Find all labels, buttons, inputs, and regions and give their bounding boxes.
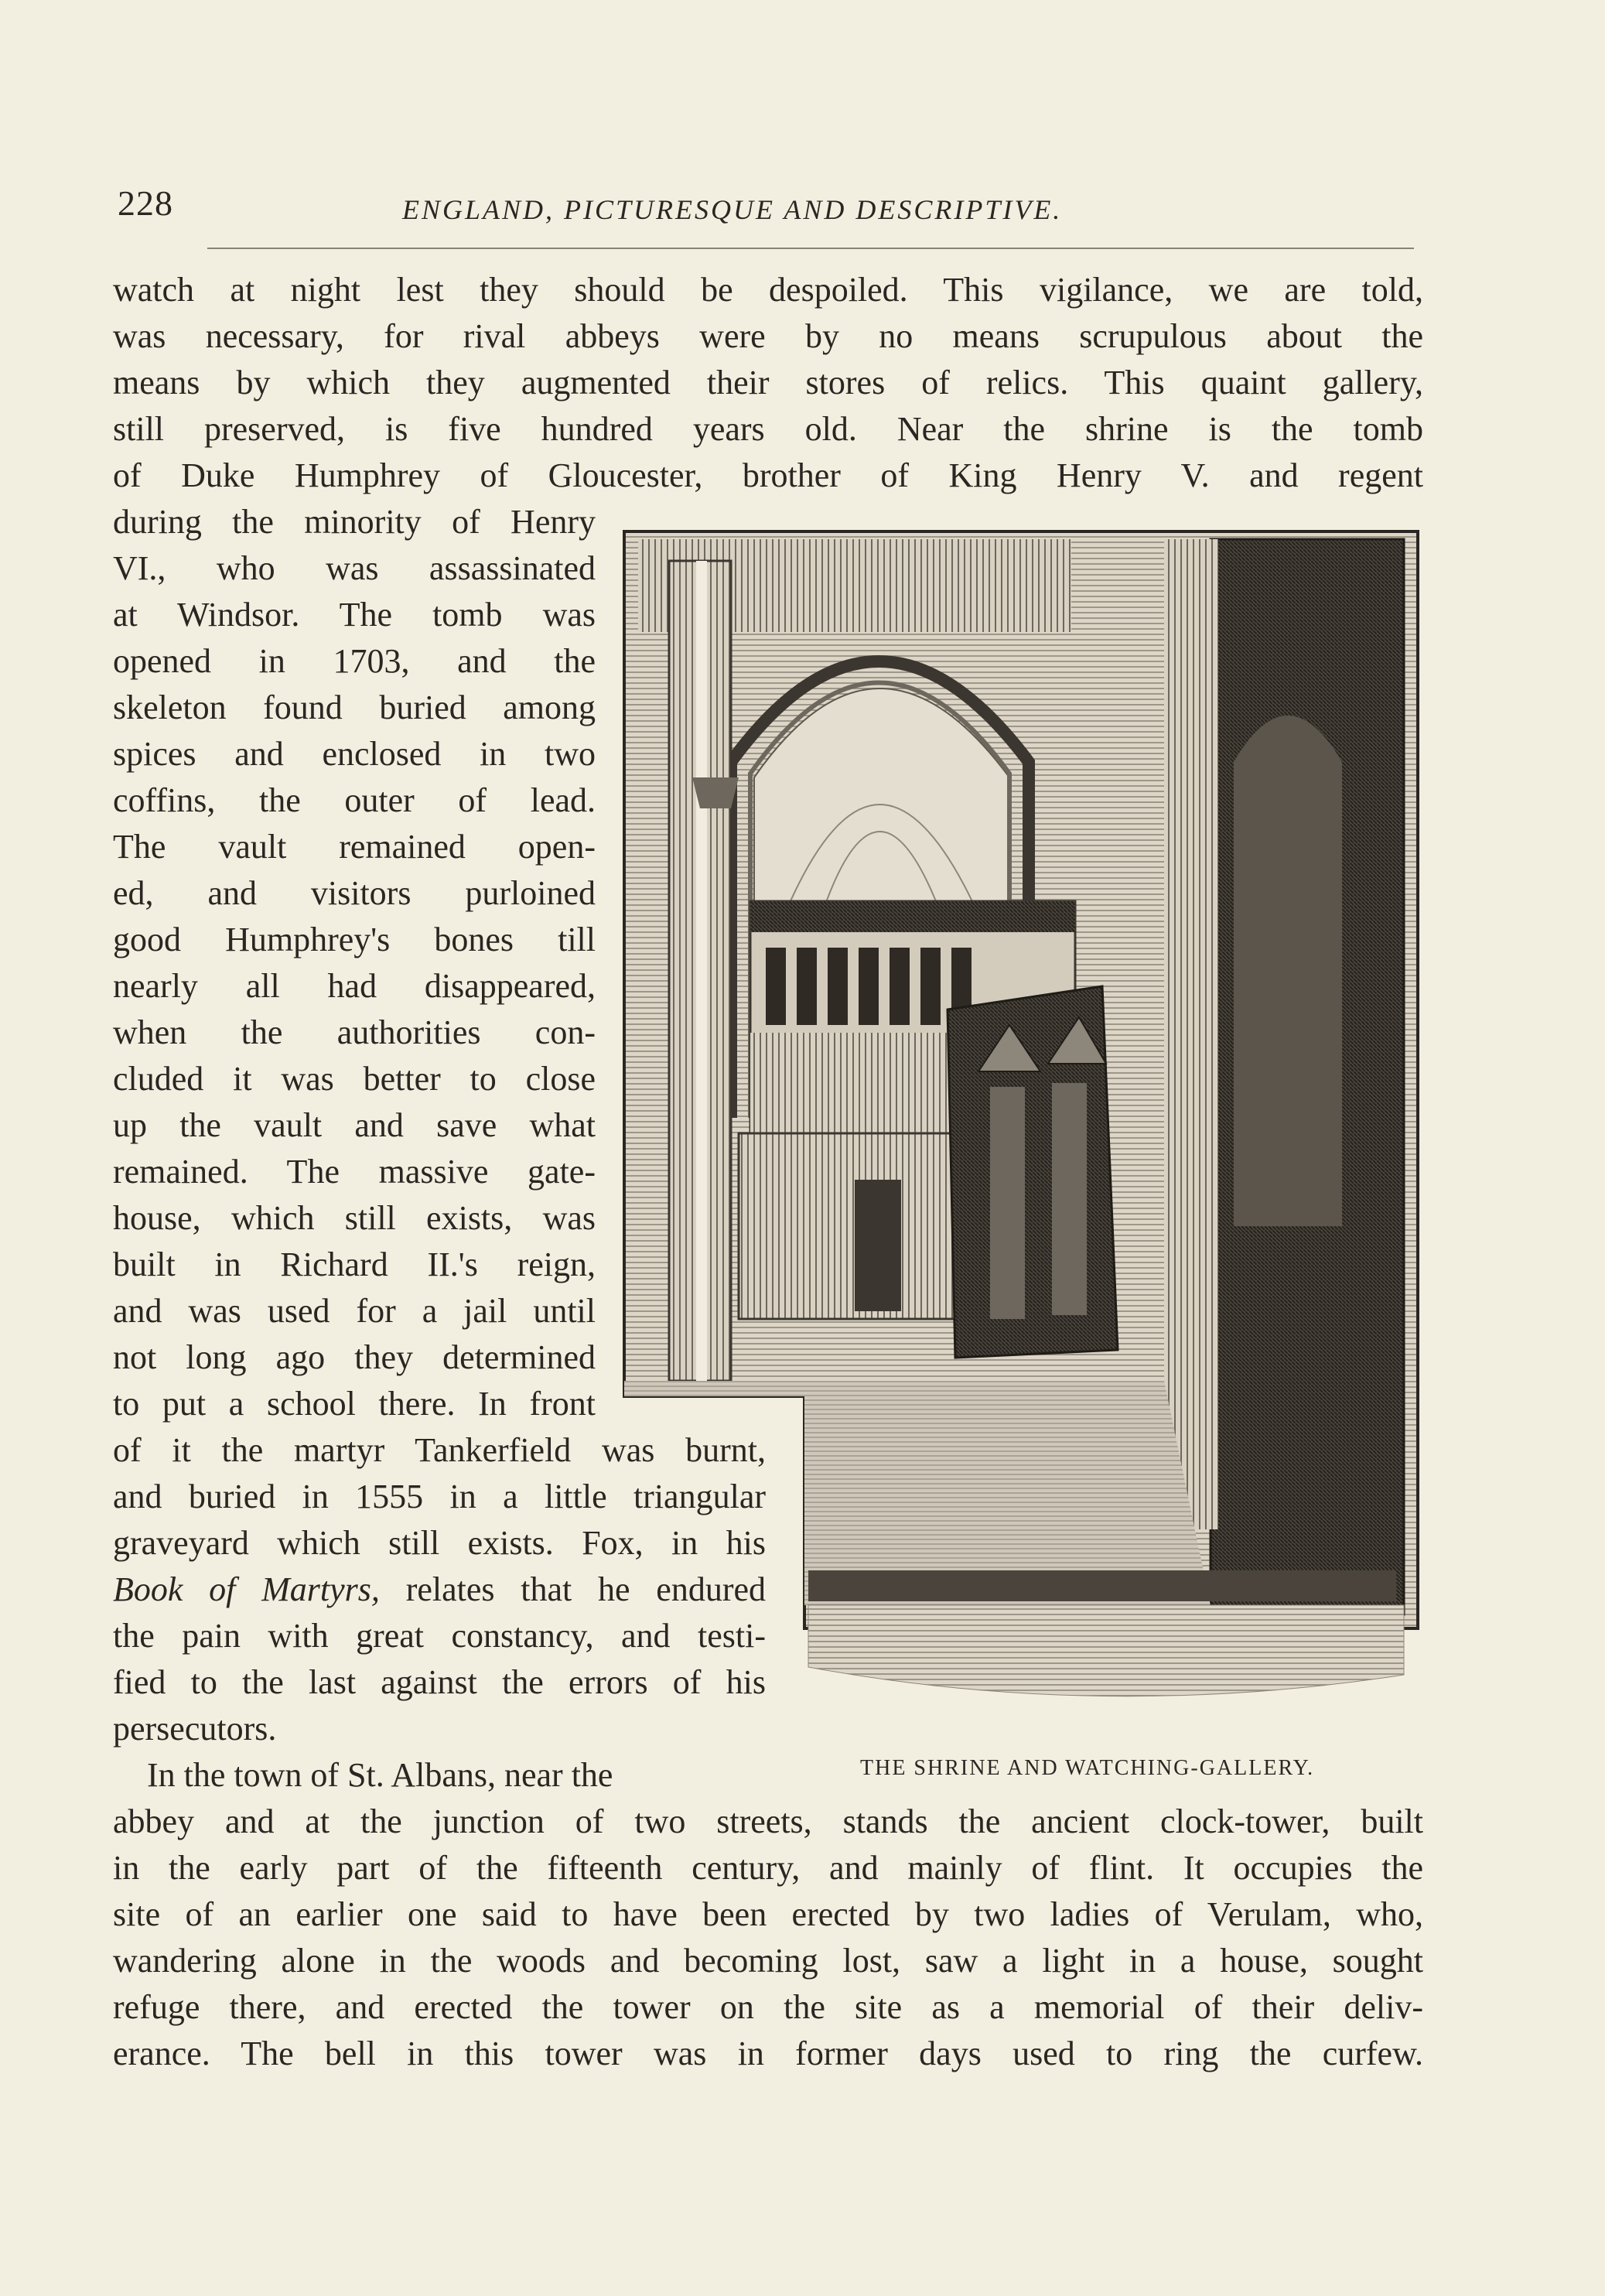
text-line: not long ago they determined xyxy=(113,1338,596,1376)
text-line: skeleton found buried among xyxy=(113,688,596,726)
floor-step xyxy=(808,1570,1396,1601)
corbel xyxy=(692,777,739,808)
text-line: site of an earlier one said to have been erected by two ladies of Verulam, who, xyxy=(113,1895,1423,1933)
book-title: Book of Martyrs, xyxy=(113,1570,380,1608)
text-line: good Humphrey's bones till xyxy=(113,921,596,958)
text-line: the pain with great constancy, and testi- xyxy=(113,1617,766,1655)
text-line: of Duke Humphrey of Gloucester, brother of King Henry V. and regent xyxy=(113,456,1423,494)
text-line: to put a school there. In front xyxy=(113,1385,596,1423)
text-line: opened in 1703, and the xyxy=(113,642,596,680)
text-line: at Windsor. The tomb was xyxy=(113,596,596,634)
text-line: up the vault and save what xyxy=(113,1106,596,1144)
text-line: and buried in 1555 in a little triangular xyxy=(113,1478,766,1515)
text-line: ed, and visitors purloined xyxy=(113,874,596,912)
engraving-figure xyxy=(623,530,1419,1737)
text-line: in the early part of the fifteenth century, and mainly of flint. It occupies the xyxy=(113,1849,1423,1887)
text-line: house, which still exists, was xyxy=(113,1199,596,1237)
text-line: refuge there, and erected the tower on the site as a memorial of their deliv- xyxy=(113,1988,1423,2026)
text-line: graveyard which still exists. Fox, in his xyxy=(113,1524,766,1562)
text-line: The vault remained open- xyxy=(113,828,596,866)
book-line-rest: relates that he endured xyxy=(405,1570,767,1608)
text-line: when the authorities con- xyxy=(113,1013,596,1051)
text-line: In the town of St. Albans, near the xyxy=(147,1756,613,1794)
text-line: watch at night lest they should be despoiled. This vigilance, we are told, xyxy=(113,271,1423,309)
text-line: and was used for a jail until xyxy=(113,1292,596,1330)
text-line: wandering alone in the woods and becoming lost, saw a light in a house, sought xyxy=(113,1942,1423,1980)
text-line: abbey and at the junction of two streets, stands the ancient clock-tower, built xyxy=(113,1802,1423,1840)
text-line: during the minority of Henry xyxy=(113,503,596,541)
text-line: still preserved, is five hundred years old. Near the shrine is the tomb xyxy=(113,410,1423,448)
running-title: ENGLAND, PICTURESQUE AND DESCRIPTIVE. xyxy=(402,194,1063,225)
page-number: 228 xyxy=(118,183,173,223)
figure-caption: THE SHRINE AND WATCHING-GALLERY. xyxy=(860,1756,1315,1780)
text-line: nearly all had disappeared, xyxy=(113,967,596,1005)
text-line: spices and enclosed in two xyxy=(113,735,596,773)
text-line: cluded it was better to close xyxy=(113,1060,596,1098)
text-line: remained. The massive gate- xyxy=(113,1153,596,1191)
text-line: persecutors. xyxy=(113,1710,277,1748)
text-line: was necessary, for rival abbeys were by no means scrupulous about the xyxy=(113,317,1423,355)
text-line: erance. The bell in this tower was in former days used to ring the curfew. xyxy=(113,2035,1423,2072)
text-line: fied to the last against the errors of his xyxy=(113,1663,766,1701)
shrine-engraving xyxy=(623,530,1419,1737)
text-line: of it the martyr Tankerfield was burnt, xyxy=(113,1431,766,1469)
text-line: coffins, the outer of lead. xyxy=(113,781,596,819)
text-line: built in Richard II.'s reign, xyxy=(113,1245,596,1283)
header-rule xyxy=(207,248,1414,249)
floor-shadow xyxy=(808,1605,1404,1696)
text-line: means by which they augmented their stores of relics. This quaint gallery, xyxy=(113,364,1423,401)
text-line: VI., who was assassinated xyxy=(113,549,596,587)
